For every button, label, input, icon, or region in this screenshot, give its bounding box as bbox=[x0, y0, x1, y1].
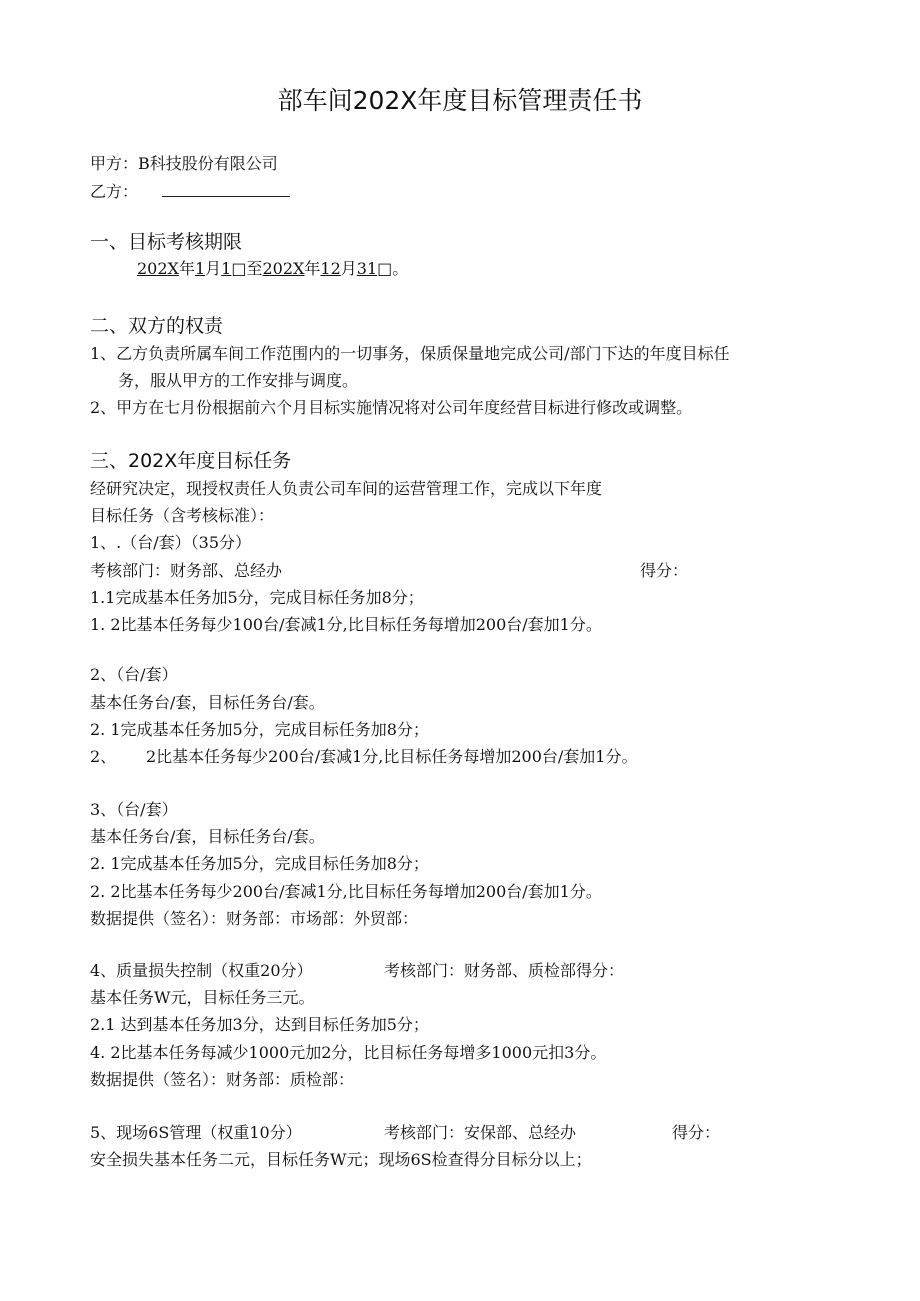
task4-title: 4、质量损失控制（权重20分） bbox=[90, 961, 313, 980]
section3-heading: 三、202X年度目标任务 bbox=[90, 450, 292, 472]
section3-intro-line2: 目标任务（含考核标准）： bbox=[90, 506, 275, 525]
start-year: 202X bbox=[137, 259, 179, 278]
task3-rule1: 2. 1完成基本任务加5分，完成目标任务加8分； bbox=[90, 854, 429, 873]
task4-rule2: 4. 2比基本任务每减少1000元加2分，比目标任务每增多1000元扣3分。 bbox=[90, 1043, 607, 1062]
task3-title: 3、（台/套） bbox=[90, 800, 178, 819]
task3-rule2: 2. 2比基本任务每少200台/套减1分,比目标任务每增加200台/套加1分。 bbox=[90, 882, 602, 901]
party-b-blank bbox=[162, 182, 290, 197]
start-day: 1 bbox=[221, 259, 232, 278]
section1-heading: 一、目标考核期限 bbox=[90, 231, 243, 253]
document-title: 部车间202X年度目标管理责任书 bbox=[277, 86, 643, 115]
end-day: 31 bbox=[356, 259, 378, 278]
task1-rule1: 1.1完成基本任务加5分，完成目标任务加8分； bbox=[90, 588, 424, 607]
party-a: 甲方：B科技股份有限公司 bbox=[90, 154, 278, 173]
end-month: 12 bbox=[320, 259, 341, 278]
task3-data-provider: 数据提供（签名）：财务部：市场部：外贸部： bbox=[90, 909, 419, 928]
task4-data-provider: 数据提供（签名）：财务部：质检部： bbox=[90, 1070, 355, 1089]
task2-rule2: 2比基本任务每少200台/套减1分,比目标任务每增加200台/套加1分。 bbox=[146, 747, 638, 766]
section3-intro-line1: 经研究决定，现授权责任人负责公司车间的运营管理工作，完成以下年度 bbox=[90, 479, 603, 498]
task3-basic: 基本任务台/套，目标任务台/套。 bbox=[90, 827, 325, 846]
task1-title: 1、.（台/套）（35分） bbox=[90, 533, 252, 552]
section2-item1-line2: 务，服从甲方的工作安排与调度。 bbox=[118, 371, 359, 390]
task1-score: 得分： bbox=[640, 561, 689, 580]
start-month: 1 bbox=[194, 259, 206, 278]
section2-heading: 二、双方的权责 bbox=[90, 315, 224, 337]
task5-dept: 考核部门：安保部、总经办 bbox=[384, 1123, 577, 1142]
task5-title: 5、现场6S管理（权重10分） bbox=[90, 1123, 302, 1142]
party-b bbox=[90, 181, 290, 203]
period-line: 202X年1月1□至202X年12月31□。 bbox=[137, 259, 409, 278]
task5-basic: 安全损失基本任务二元，目标任务W元；现场6S检查得分目标分以上； bbox=[90, 1150, 592, 1169]
task4-rule1: 2.1 达到基本任务加3分，达到目标任务加5分； bbox=[90, 1015, 429, 1034]
task5-score: 得分： bbox=[672, 1123, 721, 1142]
task4-basic: 基本任务W元，目标任务三元。 bbox=[90, 988, 315, 1007]
end-year: 202X bbox=[262, 259, 305, 278]
party-b-label: 乙方： bbox=[90, 182, 139, 201]
task2-basic: 基本任务台/套，目标任务台/套。 bbox=[90, 693, 325, 712]
task4-dept: 考核部门：财务部、质检部得分： bbox=[384, 961, 625, 980]
task2-rule1: 2. 1完成基本任务加5分，完成目标任务加8分； bbox=[90, 720, 429, 739]
task1-rule2: 1. 2比基本任务每少100台/套减1分,比目标任务每增加200台/套加1分。 bbox=[90, 615, 602, 634]
task2-title: 2、（台/套） bbox=[90, 665, 178, 684]
section2-item1-line1: 1、乙方负责所属车间工作范围内的一切事务，保质保量地完成公司/部门下达的年度目标任 bbox=[90, 344, 730, 363]
section2-item2: 2、甲方在七月份根据前六个月目标实施情况将对公司年度经营目标进行修改或调整。 bbox=[90, 398, 693, 417]
task2-rule2-num: 2、 bbox=[90, 747, 117, 766]
task1-dept: 考核部门：财务部、总经办 bbox=[90, 561, 283, 580]
